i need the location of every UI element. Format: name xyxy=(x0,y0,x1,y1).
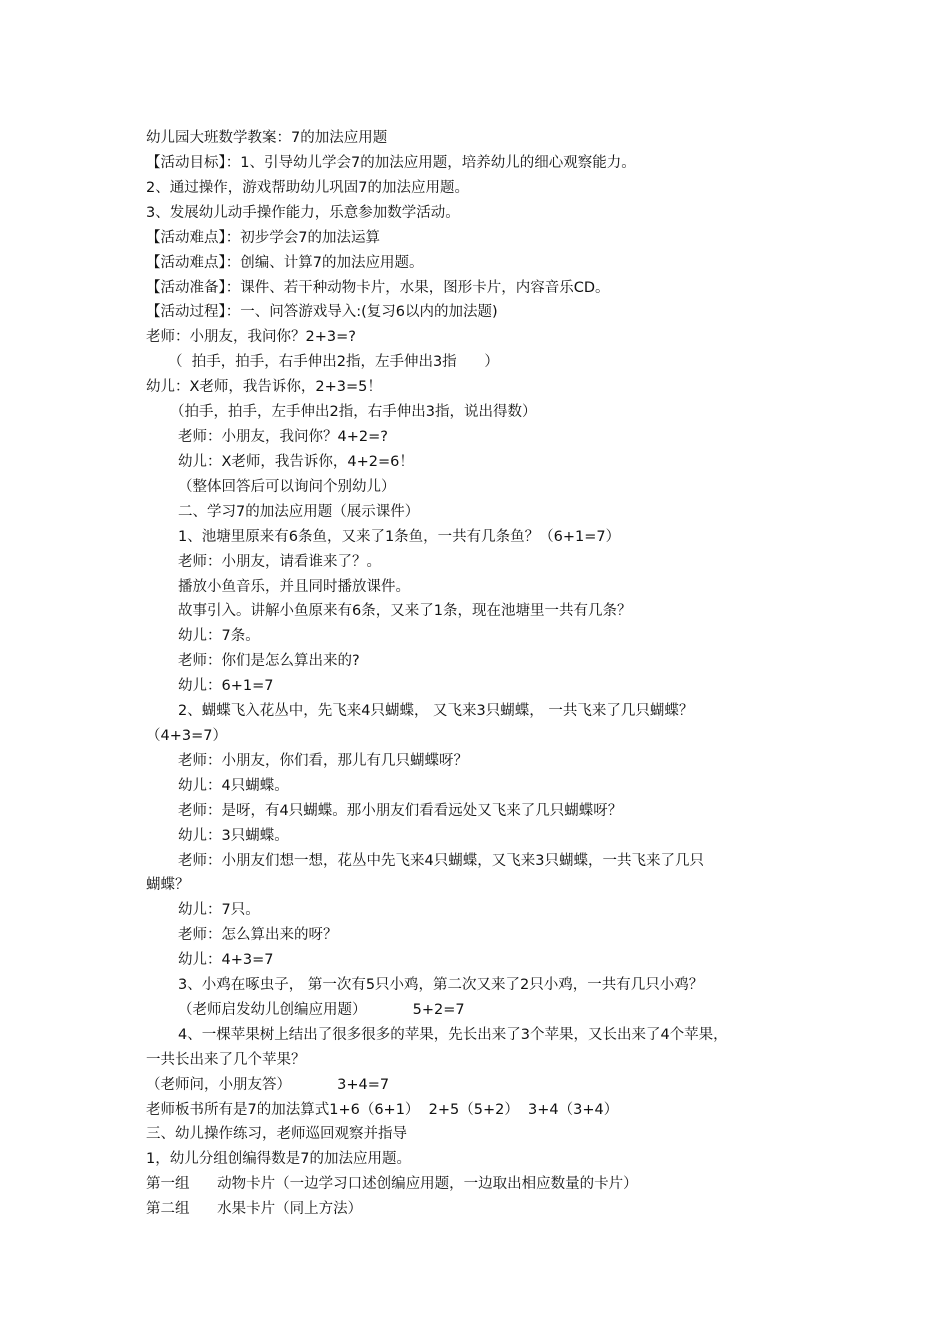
text-line: 二、学习7的加法应用题（展示课件） xyxy=(178,504,420,520)
text-line: 老师：小朋友，请看谁来了？。 xyxy=(178,554,381,570)
text-line: （老师启发幼儿创编应用题） 5+2=7 xyxy=(178,1002,465,1018)
text-line: 幼儿：6+1=7 xyxy=(178,678,274,694)
text-line: 一共长出来了几个苹果？ xyxy=(146,1052,306,1068)
text-line: （拍手，拍手，左手伸出2指，右手伸出3指，说出得数） xyxy=(170,404,537,420)
text-line: 1，幼儿分组创编得数是7的加法应用题。 xyxy=(146,1151,411,1167)
text-line: 老师：小朋友，我问你？4+2=? xyxy=(178,429,388,445)
text-line: 第二组 水果卡片（同上方法） xyxy=(146,1201,363,1217)
text-line: 幼儿：7条。 xyxy=(178,628,260,644)
text-line: 【活动目标】：1、引导幼儿学会7的加法应用题，培养幼儿的细心观察能力。 xyxy=(146,155,636,171)
text-line: 蝴蝶？ xyxy=(146,877,190,893)
text-line: 【活动过程】：一、问答游戏导入:(复习6以内的加法题) xyxy=(146,304,498,320)
text-line: 2、通过操作，游戏帮助幼儿巩固7的加法应用题。 xyxy=(146,180,469,196)
text-line: 老师：小朋友们想一想，花丛中先飞来4只蝴蝶，又飞来3只蝴蝶，一共飞来了几只 xyxy=(178,853,704,869)
text-line: 老师：是呀，有4只蝴蝶。那小朋友们看看远处又飞来了几只蝴蝶呀？ xyxy=(178,803,623,819)
text-line: 老师：小朋友，我问你？2+3=? xyxy=(146,329,356,345)
text-line: 3、小鸡在啄虫子， 第一次有5只小鸡，第二次又来了2只小鸡，一共有几只小鸡？ xyxy=(178,977,704,993)
text-line: 幼儿：X老师，我告诉你，2+3=5！ xyxy=(146,379,382,395)
text-line: 【活动难点】：初步学会7的加法运算 xyxy=(146,230,380,246)
text-line: （4+3=7） xyxy=(146,728,227,744)
text-line: 1、池塘里原来有6条鱼，又来了1条鱼，一共有几条鱼？（6+1=7） xyxy=(178,529,621,545)
text-line: 老师板书所有是7的加法算式1+6（6+1） 2+5（5+2） 3+4（3+4） xyxy=(146,1102,619,1118)
text-line: （整体回答后可以询问个别幼儿） xyxy=(178,479,396,495)
text-line: 4、一棵苹果树上结出了很多很多的苹果，先长出来了3个苹果，又长出来了4个苹果， xyxy=(178,1027,728,1043)
text-line: 老师：怎么算出来的呀？ xyxy=(178,927,338,943)
text-line: 幼儿：3只蝴蝶。 xyxy=(178,828,289,844)
text-line: 【活动难点】：创编、计算7的加法应用题。 xyxy=(146,255,424,271)
text-line: 故事引入。讲解小鱼原来有6条，又来了1条，现在池塘里一共有几条？ xyxy=(178,603,632,619)
text-line: 三、幼儿操作练习，老师巡回观察并指导 xyxy=(146,1126,407,1142)
text-line: 第一组 动物卡片（一边学习口述创编应用题，一边取出相应数量的卡片） xyxy=(146,1176,638,1192)
text-line: 幼儿：4+3=7 xyxy=(178,952,274,968)
text-line: 播放小鱼音乐，并且同时播放课件。 xyxy=(178,579,410,595)
text-line: 【活动准备】：课件、若干种动物卡片，水果，图形卡片，内容音乐CD。 xyxy=(146,280,610,296)
text-line: 2、蝴蝶飞入花丛中，先飞来4只蝴蝶， 又飞来3只蝴蝶， 一共飞来了几只蝴蝶？ xyxy=(178,703,694,719)
text-line: 老师：小朋友，你们看，那儿有几只蝴蝶呀？ xyxy=(178,753,468,769)
text-line: 老师：你们是怎么算出来的? xyxy=(178,653,360,669)
text-line: （老师问，小朋友答） 3+4=7 xyxy=(146,1077,390,1093)
text-line: 幼儿：7只。 xyxy=(178,902,260,918)
doc-title: 幼儿园大班数学教案：7的加法应用题 xyxy=(146,130,388,146)
text-line: 幼儿：4只蝴蝶。 xyxy=(178,778,289,794)
text-line: 3、发展幼儿动手操作能力，乐意参加数学活动。 xyxy=(146,205,460,221)
text-line: （ 拍手，拍手，右手伸出2指，左手伸出3指 ） xyxy=(168,354,499,370)
text-line: 幼儿：X老师，我告诉你，4+2=6！ xyxy=(178,454,414,470)
